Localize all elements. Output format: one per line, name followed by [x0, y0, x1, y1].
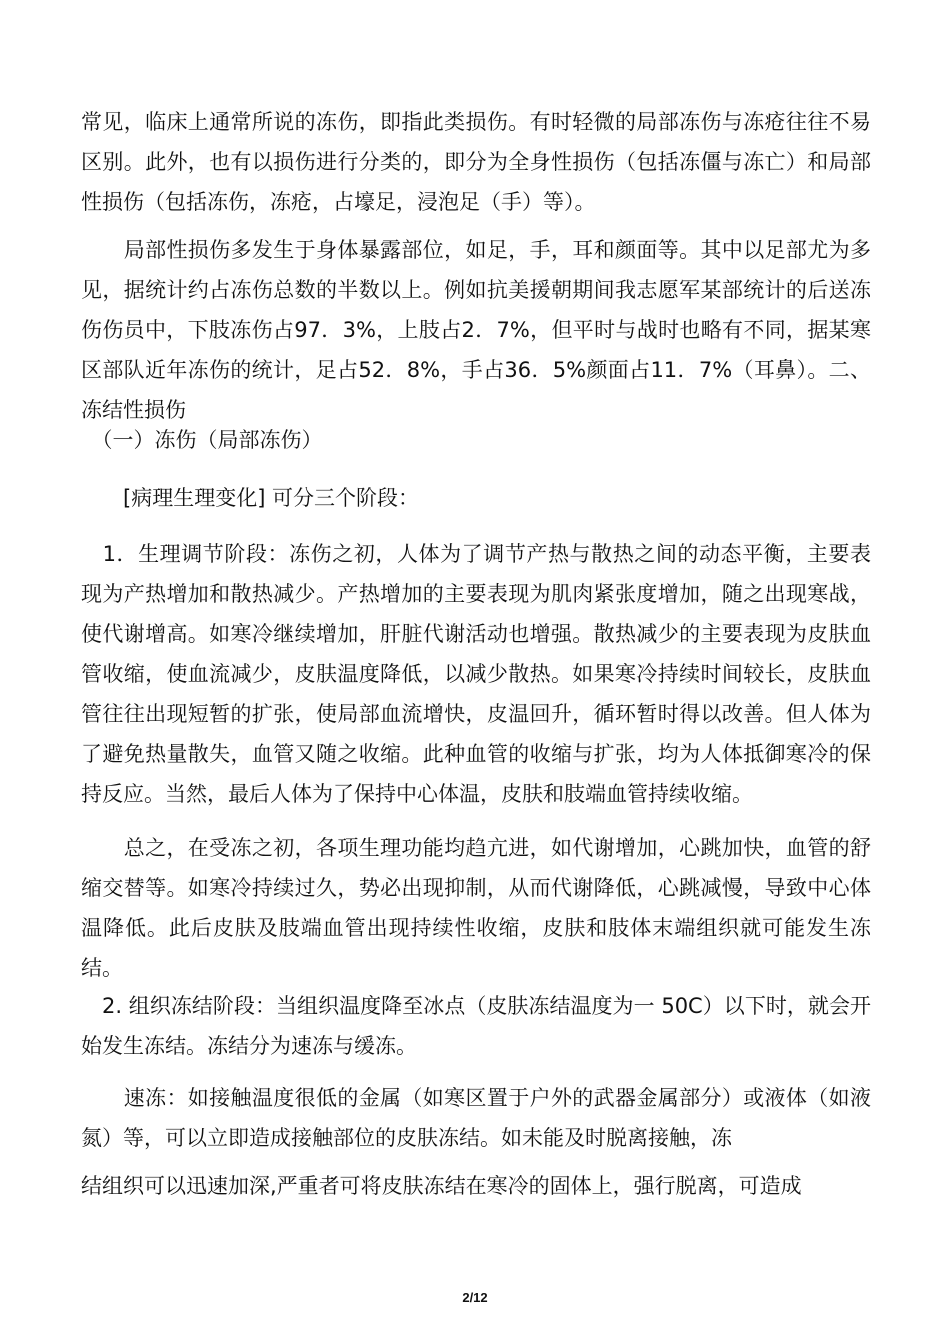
paragraph-1: 常见，临床上通常所说的冻伤，即指此类损伤。有时轻微的局部冻伤与冻疮往往不易区别。此外，也有以损伤进行分类的，即分为全身性损伤（包括冻僵与冻亡）和局部性损伤（包括冻伤，冻疮，占壕足，浸泡足（手）等）。: [81, 110, 871, 214]
page-number: 2/12: [462, 1290, 488, 1305]
paragraph-2: 局部性损伤多发生于身体暴露部位，如足，手，耳和颜面等。其中以足部尤为多见，据统计约占冻伤总数的半数以上。例如抗美援朝期间我志愿军某部统计的后送冻伤伤员中，下肢冻伤占97．3%，上肢占2．7%，但平时与战时也略有不同，据某寒区部队近年冻伤的统计，足占52．8%，手占36．5%颜面占11．7%（耳鼻）。二、冻结性损伤: [81, 238, 871, 422]
paragraph-4: [病理生理变化] 可分三个阶段：: [81, 486, 420, 510]
paragraph-9: 结组织可以迅速加深,严重者可将皮肤冻结在寒冷的固体上，强行脱离，可造成: [81, 1174, 802, 1198]
paragraph-8: 速冻：如接触温度很低的金属（如寒区置于户外的武器金属部分）或液体（如液氮）等，可以立即造成接触部位的皮肤冻结。如未能及时脱离接触，冻: [81, 1086, 871, 1150]
paragraph-3: （一）冻伤（局部冻伤）: [81, 428, 323, 452]
paragraph-6: 总之，在受冻之初，各项生理功能均趋亢进，如代谢增加，心跳加快，血管的舒缩交替等。如寒冷持续过久，势必出现抑制，从而代谢降低，心跳减慢，导致中心体温降低。此后皮肤及肢端血管出现持续性收缩，皮肤和肢体末端组织就可能发生冻结。: [81, 836, 871, 980]
paragraph-7: 2. 组织冻结阶段：当组织温度降至冰点（皮肤冻结温度为一 50C）以下时，就会开始发生冻结。冻结分为速冻与缓冻。: [81, 994, 871, 1058]
paragraph-5: 1．生理调节阶段：冻伤之初，人体为了调节产热与散热之间的动态平衡，主要表现为产热增加和散热减少。产热增加的主要表现为肌肉紧张度增加，随之出现寒战，使代谢增高。如寒冷继续增加，肝脏代谢活动也增强。散热减少的主要表现为皮肤血管收缩，使血流减少，皮肤温度降低，以减少散热。如果寒冷持续时间较长，皮肤血管往往出现短暂的扩张，使局部血流增快，皮温回升，循环暂时得以改善。但人体为了避免热量散失，血管又随之收缩。此种血管的收缩与扩张，均为人体抵御寒冷的保持反应。当然，最后人体为了保持中心体温，皮肤和肢端血管持续收缩。: [81, 542, 871, 806]
